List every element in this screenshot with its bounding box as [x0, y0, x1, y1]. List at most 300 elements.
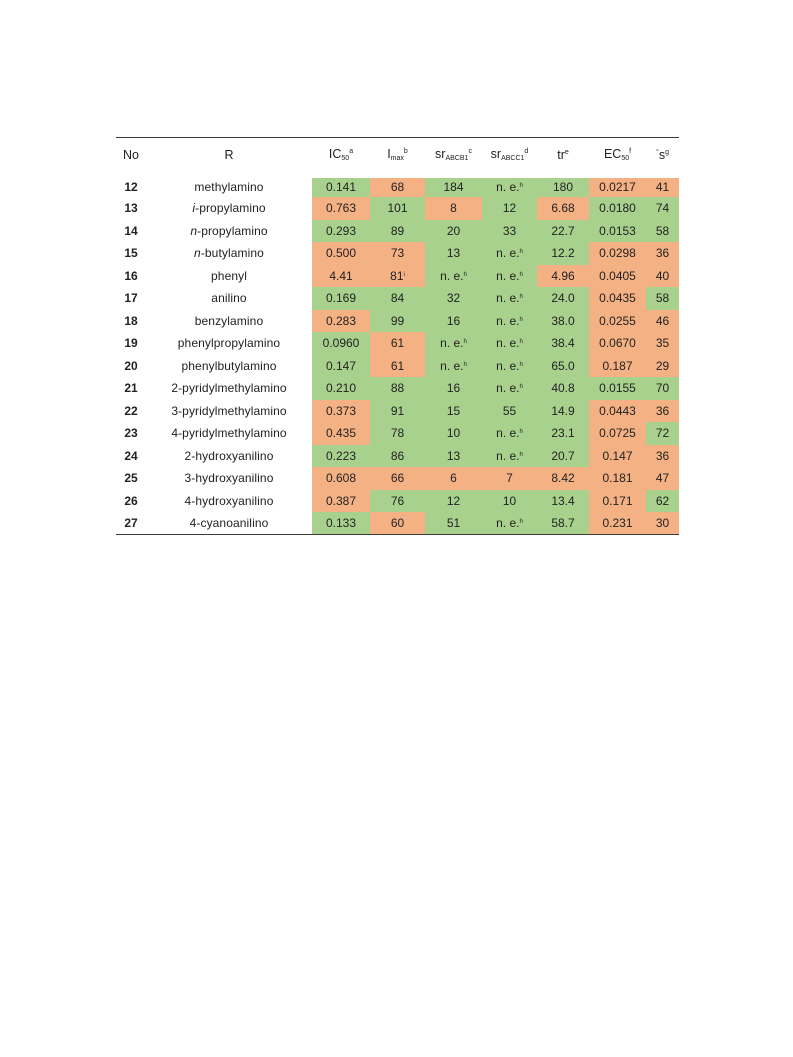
footnote-marker: h	[519, 249, 523, 256]
table-row	[116, 445, 679, 468]
cell-value: 0.147	[602, 448, 633, 463]
table-row	[116, 400, 679, 423]
ic50-cell	[312, 355, 370, 378]
cell-value: n. e.	[496, 291, 520, 306]
compound-number: 22	[124, 403, 138, 418]
ic50-cell	[312, 310, 370, 333]
compound-number: 18	[124, 313, 138, 328]
tr-cell	[537, 175, 589, 198]
cell-value: 0.210	[325, 381, 357, 396]
cell-value: 4.96	[551, 268, 575, 283]
tr-cell	[537, 287, 589, 310]
compound-number: 26	[124, 493, 138, 508]
header-row	[116, 138, 679, 175]
tr-cell	[537, 332, 589, 355]
cell-value: 24.0	[551, 291, 575, 306]
substituent-name	[146, 242, 312, 265]
sr-abcb1-cell	[425, 175, 482, 198]
cell-value: 13.4	[551, 493, 575, 508]
cell-value: 13	[446, 448, 461, 463]
s-cell	[646, 490, 679, 513]
imax-cell	[370, 422, 425, 445]
ec50-cell	[589, 400, 646, 423]
sr-abcc1-cell	[482, 355, 537, 378]
sr-abcc1-cell	[482, 400, 537, 423]
ec50-cell	[589, 265, 646, 288]
tr-cell	[537, 512, 589, 535]
cell-value: 41	[655, 180, 670, 195]
cell-value: 20	[446, 223, 461, 238]
imax-cell	[370, 242, 425, 265]
substituent-label: -propylamino	[195, 201, 266, 216]
cell-value: 16	[446, 381, 461, 396]
cell-value: 0.0435	[599, 291, 636, 306]
ec50-cell	[589, 355, 646, 378]
ic50-cell	[312, 175, 370, 198]
table-row	[116, 242, 679, 265]
tr-cell	[537, 400, 589, 423]
substituent-name	[146, 512, 312, 535]
s-cell	[646, 310, 679, 333]
cell-value: n. e.	[496, 426, 520, 441]
compound-number: 12	[116, 175, 146, 198]
ec50-cell	[589, 490, 646, 513]
cell-value: 0.0960	[322, 336, 360, 351]
table-row	[116, 377, 679, 400]
cell-value: 40	[655, 268, 670, 283]
imax-cell	[370, 175, 425, 198]
ec50-cell	[589, 377, 646, 400]
tr-cell	[537, 490, 589, 513]
footnote-marker: h	[519, 519, 523, 525]
cell-value: 0.373	[325, 403, 357, 418]
tr-cell	[537, 265, 589, 288]
footnote-marker: h	[519, 451, 523, 458]
s-cell	[646, 287, 679, 310]
cell-value: 89	[390, 223, 405, 238]
imax-cell	[370, 400, 425, 423]
cell-value: 60	[390, 516, 405, 530]
s-cell	[646, 422, 679, 445]
cell-value: n. e.	[496, 336, 520, 351]
footnote-marker: h	[519, 183, 523, 190]
cell-value: 61	[390, 358, 405, 373]
cell-value: 0.387	[325, 493, 357, 508]
footnote-marker: h	[463, 361, 467, 368]
footnote-marker: h	[519, 429, 523, 436]
imax-cell	[370, 467, 425, 490]
col-header-no: No	[123, 147, 139, 162]
substituent-label: anilino	[211, 291, 247, 306]
sr-abcb1-cell	[425, 287, 482, 310]
s-cell	[646, 175, 679, 198]
cell-value: 35	[655, 336, 670, 351]
cell-value: 0.223	[325, 448, 357, 463]
cell-value: 0.293	[325, 223, 357, 238]
sr-abcb1-cell	[425, 377, 482, 400]
cell-value: 74	[655, 201, 670, 216]
substituent-prefix: n	[194, 246, 201, 261]
footnote-marker: h	[519, 339, 523, 346]
cell-value: 8	[450, 201, 457, 216]
cell-value: 46	[655, 313, 670, 328]
s-cell	[646, 467, 679, 490]
compound-number: 17	[124, 291, 138, 306]
compound-number: 27	[124, 516, 138, 530]
cell-value: n. e.	[496, 268, 520, 283]
compound-number: 23	[124, 426, 138, 441]
col-header-sr-abcc1: $sr_{ABCC1}^d$	[490, 147, 529, 163]
cell-value: 0.133	[325, 516, 357, 530]
cell-value: n. e.	[496, 381, 520, 396]
sr-abcc1-cell	[482, 490, 537, 513]
col-header-imax: $I_{max}^b$	[387, 147, 408, 163]
substituent-label: 2-pyridylmethylamino	[171, 381, 287, 396]
ic50-cell	[312, 197, 370, 220]
sr-abcb1-cell	[425, 490, 482, 513]
substituent-name	[146, 310, 312, 333]
table-body	[116, 175, 679, 535]
sr-abcc1-cell	[482, 197, 537, 220]
cell-value: 51	[446, 516, 461, 530]
cell-value: 20.7	[551, 448, 575, 463]
cell-value: 76	[390, 493, 405, 508]
s-cell	[646, 242, 679, 265]
imax-cell	[370, 332, 425, 355]
ec50-cell	[589, 310, 646, 333]
cell-value: 23.1	[551, 426, 575, 441]
ec50-cell	[589, 242, 646, 265]
substituent-name	[146, 197, 312, 220]
cell-value: 4.41	[329, 268, 353, 283]
cell-value: 0.0153	[599, 223, 636, 238]
imax-cell	[370, 490, 425, 513]
footnote-marker: i	[403, 271, 405, 278]
ec50-cell	[589, 467, 646, 490]
cell-value: 0.147	[325, 358, 357, 373]
cell-value: n. e.	[496, 246, 520, 261]
table-row	[116, 355, 679, 378]
substituent-label: methylamino	[194, 180, 264, 195]
substituent-label: 4-cyanoanilino	[189, 516, 269, 530]
cell-value: 66	[390, 471, 405, 486]
imax-cell	[370, 287, 425, 310]
cell-value: 12	[502, 201, 517, 216]
sr-abcb1-cell	[425, 400, 482, 423]
cell-value: 38.0	[551, 313, 575, 328]
substituent-label: -propylamino	[197, 223, 268, 238]
col-header-r: R	[224, 147, 234, 162]
substituent-prefix: i	[192, 201, 196, 216]
substituent-prefix: n	[190, 223, 198, 238]
substituent-name	[146, 445, 312, 468]
cell-value: n. e.	[496, 516, 520, 530]
compound-number: 19	[124, 336, 138, 351]
table-row	[116, 512, 679, 535]
table-row	[116, 422, 679, 445]
cell-value: 68	[390, 180, 405, 195]
cell-value: 0.435	[325, 426, 357, 441]
cell-value: 0.169	[325, 291, 357, 306]
cell-value: 0.0217	[599, 180, 636, 195]
cell-value: 16	[446, 313, 461, 328]
cell-value: 10	[446, 426, 461, 441]
imax-cell	[370, 220, 425, 243]
substituent-name	[146, 467, 312, 490]
ic50-cell	[312, 265, 370, 288]
table-row	[116, 175, 679, 198]
sr-abcb1-cell	[425, 422, 482, 445]
ec50-cell	[589, 220, 646, 243]
cell-value: 0.0255	[599, 313, 636, 328]
cell-value: 0.141	[325, 180, 357, 195]
cell-value: 0.0405	[599, 268, 636, 283]
cell-value: 84	[390, 291, 405, 306]
ic50-cell	[312, 445, 370, 468]
footnote-marker: h	[519, 294, 523, 301]
s-cell	[646, 355, 679, 378]
cell-value: 58	[655, 223, 670, 238]
sr-abcc1-cell	[482, 242, 537, 265]
substituent-label: 3-pyridylmethylamino	[171, 403, 287, 418]
table-row	[116, 265, 679, 288]
cell-value: 0.187	[602, 358, 633, 373]
cell-value: 62	[655, 493, 670, 508]
cell-value: 0.763	[325, 201, 357, 216]
ec50-cell	[589, 332, 646, 355]
compound-number: 21	[124, 381, 138, 396]
cell-value: 0.0298	[599, 246, 636, 261]
cell-value: 0.171	[602, 493, 633, 508]
ic50-cell	[312, 242, 370, 265]
cell-value: 73	[390, 246, 405, 261]
imax-cell	[370, 355, 425, 378]
cell-value: 8.42	[551, 471, 575, 486]
substituent-label: 4-hydroxyanilino	[184, 493, 274, 508]
cell-value: n. e.	[440, 358, 464, 373]
tr-cell	[537, 445, 589, 468]
substituent-label: 2-hydroxyanilino	[184, 448, 274, 463]
cell-value: 10	[502, 493, 517, 508]
sr-abcc1-cell	[482, 512, 537, 535]
cell-value: 0.283	[325, 313, 357, 328]
substituent-label: 4-pyridylmethylamino	[171, 426, 287, 441]
cell-value: 0.0725	[599, 426, 636, 441]
cell-value: 30	[655, 516, 670, 530]
cell-value: 86	[390, 448, 405, 463]
compound-number: 24	[124, 448, 138, 463]
substituent-label: phenylpropylamino	[177, 336, 281, 351]
tr-cell	[537, 242, 589, 265]
imax-cell	[370, 265, 425, 288]
cell-value: 12.2	[551, 246, 575, 261]
cell-value: 12	[446, 493, 461, 508]
cell-value: 0.500	[325, 246, 357, 261]
tr-cell	[537, 220, 589, 243]
imax-cell	[370, 512, 425, 535]
compound-number: 14	[124, 223, 138, 238]
substituent-name	[146, 355, 312, 378]
cell-value: 36	[655, 448, 670, 463]
substituent-name	[146, 332, 312, 355]
cell-value: 7	[506, 471, 513, 486]
sr-abcb1-cell	[425, 445, 482, 468]
sr-abcc1-cell	[482, 445, 537, 468]
s-cell	[646, 512, 679, 535]
s-cell	[646, 197, 679, 220]
ec50-cell	[589, 445, 646, 468]
cell-value: n. e.	[440, 336, 464, 351]
s-cell	[646, 400, 679, 423]
cell-value: n. e.	[496, 313, 520, 328]
col-header-s: $^\circ s^g$	[656, 147, 669, 162]
cell-value: 47	[655, 471, 670, 486]
sr-abcb1-cell	[425, 265, 482, 288]
cell-value: 22.7	[551, 223, 575, 238]
sr-abcc1-cell	[482, 332, 537, 355]
sr-abcb1-cell	[425, 197, 482, 220]
ec50-cell	[589, 287, 646, 310]
substituent-name	[146, 265, 312, 288]
sr-abcb1-cell	[425, 220, 482, 243]
sr-abcc1-cell	[482, 265, 537, 288]
compound-number: 16	[124, 268, 138, 283]
cell-value: 99	[390, 313, 405, 328]
substituent-name	[146, 400, 312, 423]
cell-value: 0.0670	[599, 336, 636, 351]
sr-abcb1-cell	[425, 467, 482, 490]
cell-value: 36	[655, 246, 670, 261]
cell-value: 33	[502, 223, 517, 238]
tr-cell	[537, 467, 589, 490]
ic50-cell	[312, 287, 370, 310]
cell-value: 58.7	[551, 516, 575, 530]
ic50-cell	[312, 377, 370, 400]
substituent-name	[146, 377, 312, 400]
footnote-marker: h	[463, 271, 467, 278]
ic50-cell	[312, 490, 370, 513]
cell-value: 184	[443, 180, 464, 195]
imax-cell	[370, 197, 425, 220]
cell-value: 38.4	[551, 336, 575, 351]
sr-abcc1-cell	[482, 220, 537, 243]
substituent-name	[146, 220, 312, 243]
footnote-marker: h	[519, 361, 523, 368]
substituent-label: phenyl	[211, 268, 247, 283]
substituent-label: -butylamino	[200, 246, 264, 261]
cell-value: 36	[655, 403, 670, 418]
cell-value: 6.68	[551, 201, 575, 216]
cell-value: 0.181	[602, 471, 633, 486]
tr-cell	[537, 355, 589, 378]
substituent-label: 3-hydroxyanilino	[184, 471, 274, 486]
tr-cell	[537, 422, 589, 445]
s-cell	[646, 265, 679, 288]
cell-value: 13	[446, 246, 461, 261]
sr-abcb1-cell	[425, 332, 482, 355]
cell-value: 0.0443	[599, 403, 636, 418]
cell-value: 6	[450, 471, 457, 486]
cell-value: 32	[446, 291, 461, 306]
cell-value: 40.8	[551, 381, 575, 396]
cell-value: 29	[655, 358, 670, 373]
sr-abcc1-cell	[482, 310, 537, 333]
ic50-cell	[312, 422, 370, 445]
s-cell	[646, 220, 679, 243]
s-cell	[646, 377, 679, 400]
ic50-cell	[312, 220, 370, 243]
table-row	[116, 287, 679, 310]
results-table	[116, 137, 679, 535]
table-row	[116, 220, 679, 243]
ec50-cell	[589, 175, 646, 198]
cell-value: 91	[390, 403, 405, 418]
substituent-name	[146, 490, 312, 513]
substituent-label: phenylbutylamino	[181, 358, 277, 373]
tr-cell	[537, 377, 589, 400]
s-cell	[646, 332, 679, 355]
compound-number: 25	[124, 471, 138, 486]
cell-value: 55	[502, 403, 517, 418]
ic50-cell	[312, 400, 370, 423]
cell-value: 88	[390, 381, 405, 396]
ec50-cell	[589, 422, 646, 445]
sr-abcc1-cell	[482, 287, 537, 310]
imax-cell	[370, 310, 425, 333]
tr-cell	[537, 310, 589, 333]
ic50-cell	[312, 512, 370, 535]
cell-value: 70	[655, 381, 670, 396]
cell-value: 14.9	[551, 403, 575, 418]
cell-value: 0.231	[602, 516, 633, 530]
footnote-marker: h	[519, 271, 523, 278]
cell-value: 65.0	[551, 358, 575, 373]
cell-value: n. e.	[496, 180, 520, 195]
ec50-cell	[589, 197, 646, 220]
table-row	[116, 197, 679, 220]
sr-abcc1-cell	[482, 175, 537, 198]
cell-value: 61	[390, 336, 405, 351]
cell-value: 15	[446, 403, 461, 418]
table-row	[116, 310, 679, 333]
col-header-ic50: $IC_{50}^a$	[328, 147, 354, 163]
footnote-marker: h	[519, 316, 523, 323]
cell-value: 101	[387, 201, 408, 216]
cell-value: 0.0180	[599, 201, 636, 216]
cell-value: n. e.	[440, 268, 464, 283]
tr-cell	[537, 197, 589, 220]
sr-abcb1-cell	[425, 242, 482, 265]
substituent-name	[146, 287, 312, 310]
footnote-marker: h	[519, 384, 523, 391]
cell-value: 58	[655, 291, 670, 306]
ec50-cell	[589, 512, 646, 535]
cell-value: 0.608	[325, 471, 357, 486]
col-header-ec50: $EC_{50}^f$	[603, 147, 632, 163]
sr-abcb1-cell	[425, 310, 482, 333]
cell-value: 78	[390, 426, 405, 441]
sr-abcc1-cell	[482, 422, 537, 445]
sr-abcc1-cell	[482, 377, 537, 400]
substituent-label: benzylamino	[194, 313, 264, 328]
imax-cell	[370, 445, 425, 468]
compound-number: 13	[124, 201, 138, 216]
table-row	[116, 332, 679, 355]
substituent-name	[146, 175, 312, 198]
ic50-cell	[312, 467, 370, 490]
cell-value: 72	[655, 426, 670, 441]
table-row	[116, 467, 679, 490]
